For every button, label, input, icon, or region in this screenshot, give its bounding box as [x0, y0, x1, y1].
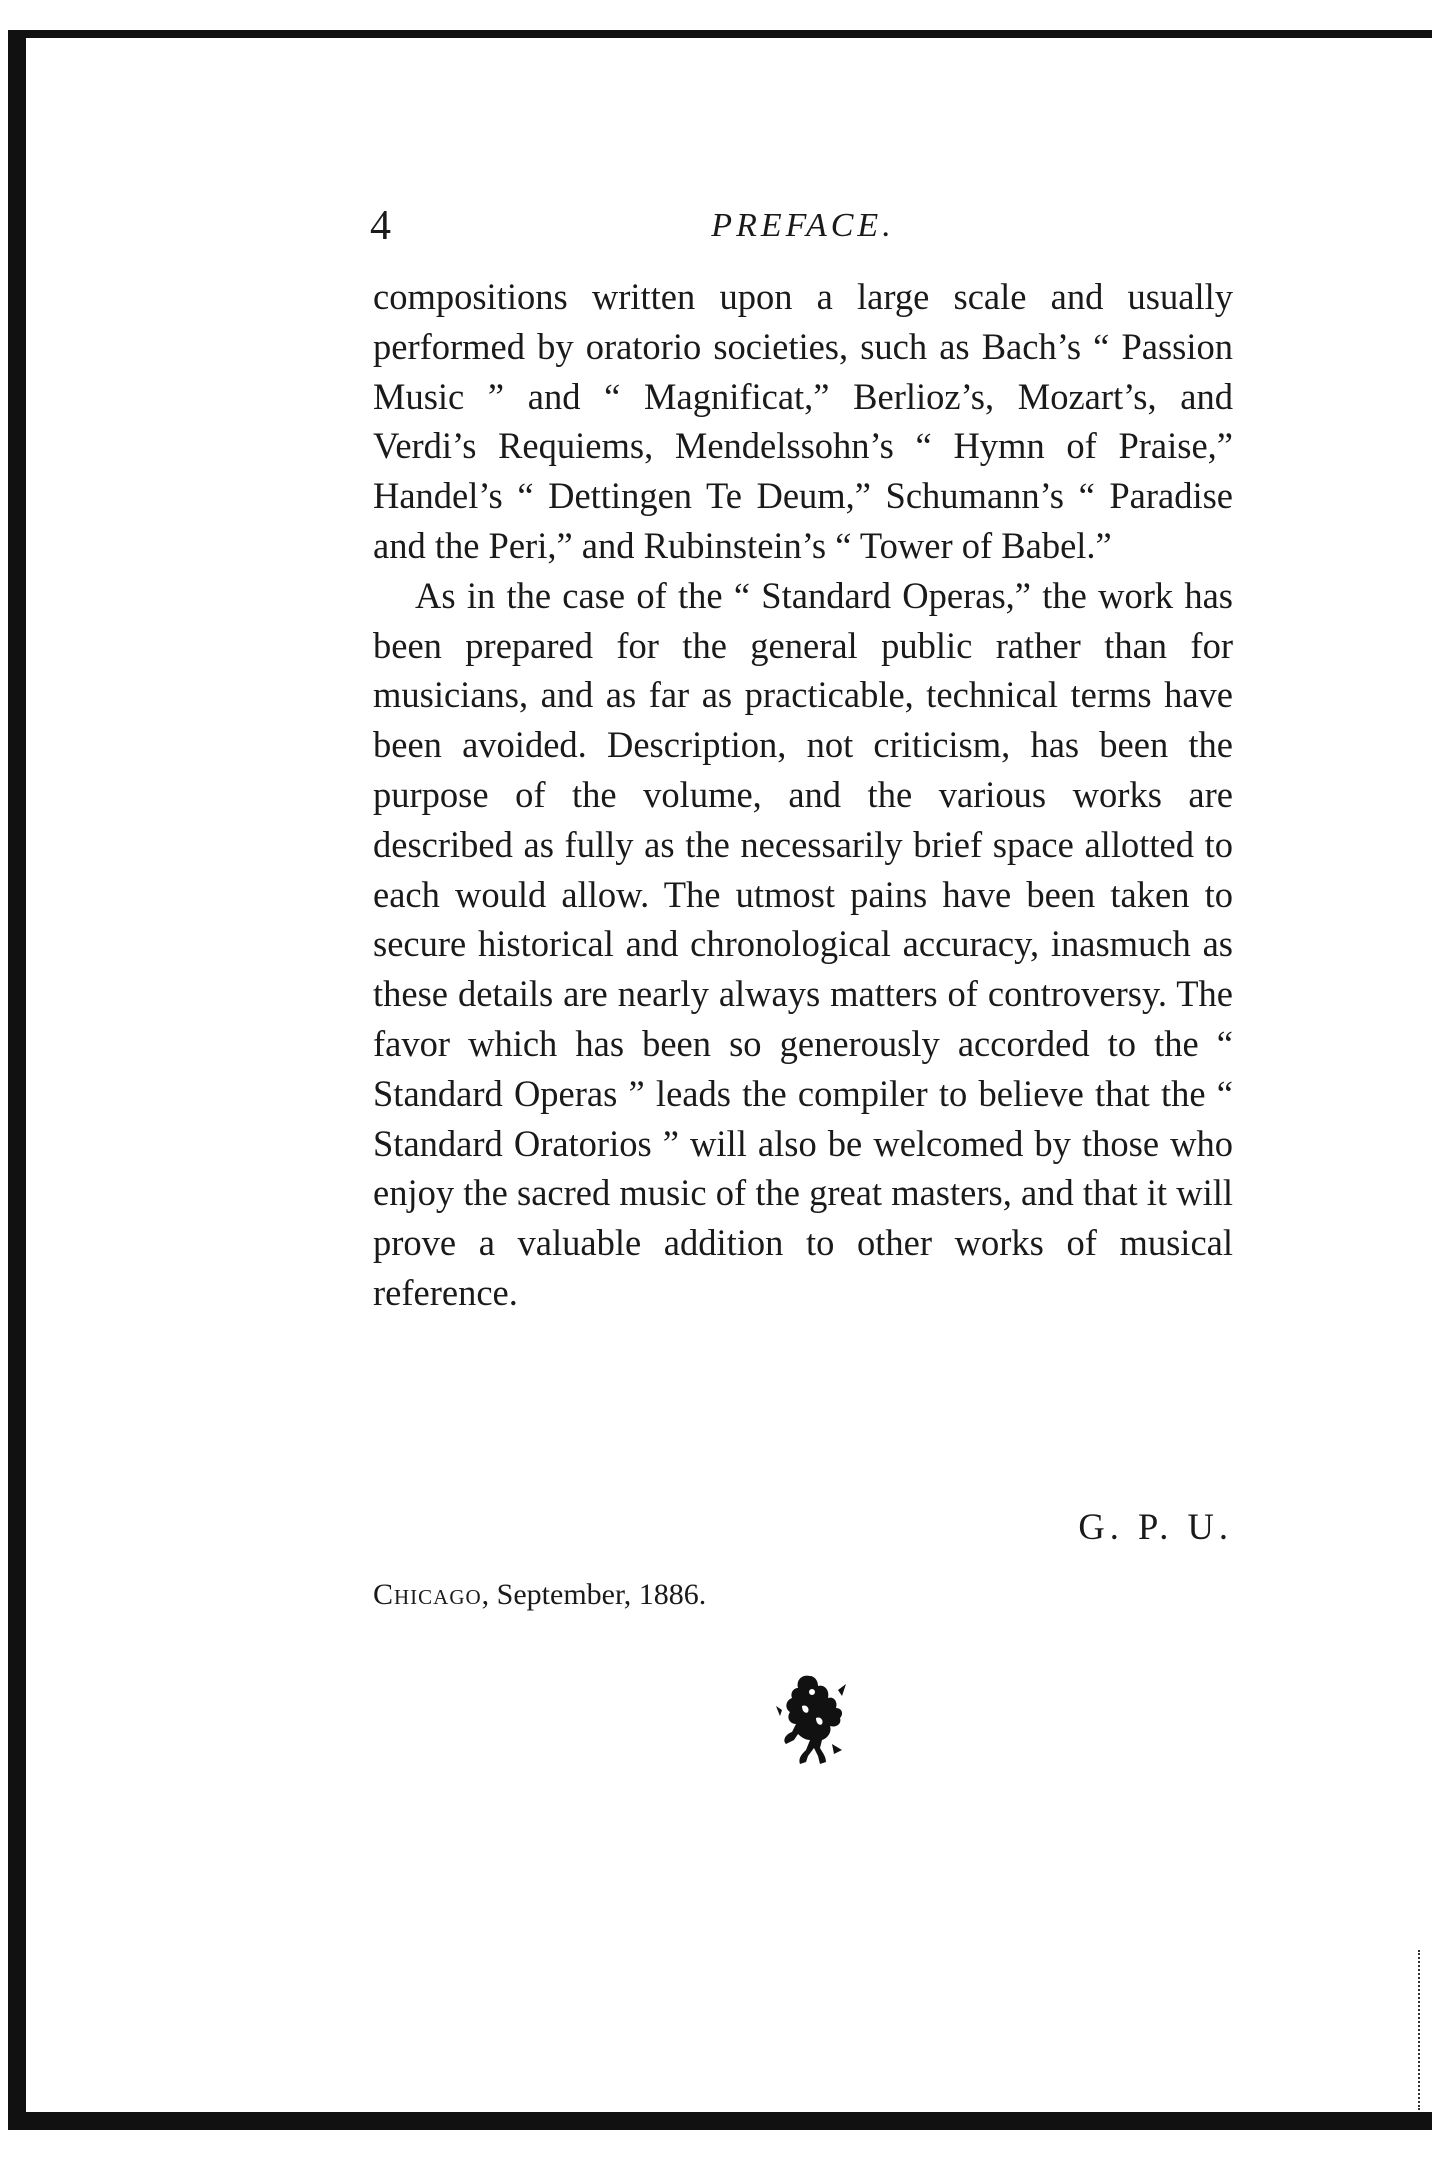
page-border-bottom [8, 2112, 1432, 2130]
page-border-right-specks [1418, 1950, 1424, 2110]
preface-body [373, 272, 1233, 1318]
running-head: PREFACE. [711, 207, 895, 244]
page-border-left [8, 30, 26, 2130]
dateline-place: Chicago [373, 1578, 482, 1611]
paragraph-standard-operas: As in the case of the “ Standard Operas,” the work has been prepared for the general public rather than for musicians, and as far as practicable, technical terms have been avoided. Description, not criticism, has been the purpose of the volume, and the various works are described as fully as the necessarily brief space allotted to each would allow. The utmost pains have been taken to secure historical and chronological accuracy, inasmuch as these details are nearly always matters of controversy. The favor which has been so generously accorded to the “ Standard Operas ” leads the compiler to believe that the “ Standard Oratorios ” will also be welcomed by those who enjoy the sacred music of the great masters, and that it will prove a valuable addition to other works of musical reference. [373, 574, 1233, 1313]
page-number: 4 [370, 203, 391, 249]
paragraph-continuation: compositions written upon a large scale and usually performed by oratorio societies, such as Bach’s “ Passion Music ” and “ Magnificat,” Berlioz’s, Mozart’s, and Verdi’s Requiems, Mendelssohn’s “ Hymn of Praise,” Handel’s “ Dettingen Te Deum,” Schumann’s “ Paradise and the Peri,” and Rubinstein’s “ Tower of Babel.” [373, 276, 1233, 566]
lion-ornament-icon [772, 1670, 852, 1770]
dateline [373, 1570, 706, 1620]
page-border-top [8, 30, 1432, 38]
page-header [370, 196, 1236, 256]
dateline-date: , September, 1886. [481, 1578, 707, 1611]
author-initials: G. P. U. [1078, 1506, 1233, 1547]
